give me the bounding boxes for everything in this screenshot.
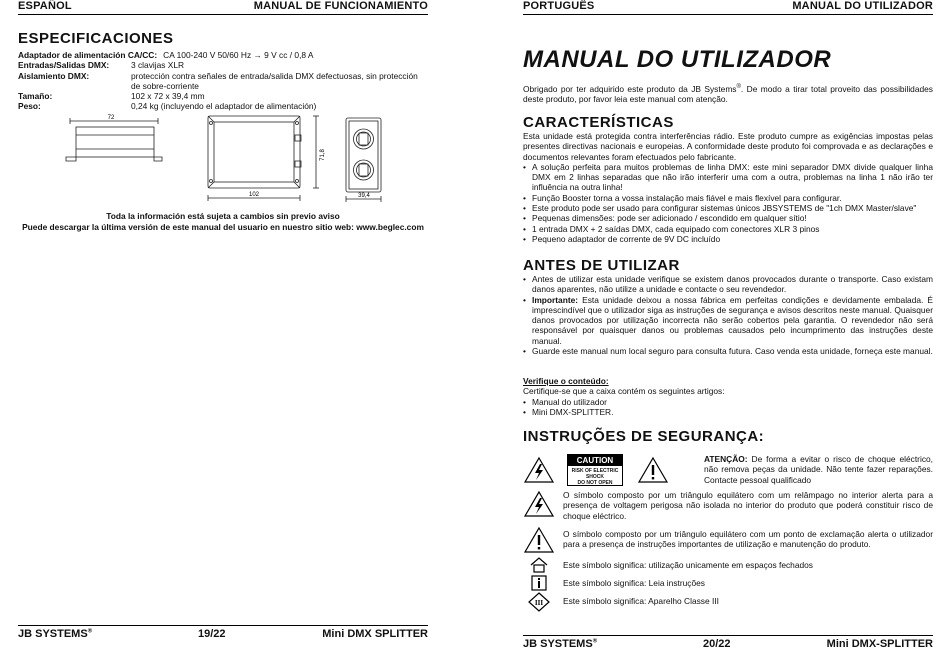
indoor-use-icon [529,556,549,574]
manual-title: MANUAL DO UTILIZADOR [523,46,832,73]
dim-depth-label: 39,4 [358,193,370,199]
left-footer-page: 19/22 [198,628,226,640]
list-item: • Este produto pode ser usado para configurar sistemas únicos JBSYSTEMS de "1ch DMX Master/slave" [523,203,933,213]
verify-list [523,397,933,418]
caution-label [567,454,623,486]
left-header-title: MANUAL DE FUNCIONAMIENTO [253,0,428,12]
caution-title: CAUTION [568,455,622,466]
list-item: • Pequenas dimensões: pode ser adicionado / escondido em qualquer sítio! [523,213,933,223]
left-footer [18,625,428,642]
list-item: • Importante: Esta unidade deixou a nossa fábrica em perfeitas condições e devidamente embalada. É imprescindível que o utilizador siga as instruções de segurança e avisos descritos neste manual. Quaisquer danos provocados por utilização incorrecta não serão cobertos pela garantia. O revendedor não será responsável por quaisquer danos ou problemas causados pelo incumprimento das instruções deste manual. [523,295,933,346]
features-title: CARACTERÍSTICAS [523,114,674,131]
spec-key: Adaptador de alimentación CA/CC: [18,50,158,60]
notes [18,211,428,233]
svg-text:III: III [534,599,544,607]
top-view-drawing [208,116,319,201]
list-item: • Manual do utilizador [523,397,933,407]
list-item: • Antes de utilizar esta unidade verifique se existem danos provocados durante o transporte. Caso existam danos aparentes, não utilize a unidade e contacte o seu revendedor. [523,274,933,295]
exclamation-symbol-icon [523,526,555,554]
spec-value: 3 clavijas XLR [131,60,185,71]
safety-title: INSTRUÇÕES DE SEGURANÇA: [523,428,765,445]
right-page [523,0,933,654]
list-item: • Mini DMX-SPLITTER. [523,407,933,417]
spec-key: Peso: [18,101,41,112]
left-page [18,0,428,654]
safety-section [523,454,933,614]
left-header-language: ESPAÑOL [18,0,72,12]
notice-download: Puede descargar la última versión de este manual del usuario en nuestro sitio web: www.beglec.com [22,222,424,232]
features-section [523,114,933,244]
list-item: • 1 entrada DMX + 2 saídas DMX, cada equipado com conectores XLR 3 pinos [523,224,933,234]
spec-row [18,50,428,60]
spec-key: Entradas/Salidas DMX: [18,60,110,71]
caution-subtext: RISK OF ELECTRIC SHOCK DO NOT OPEN [571,468,619,486]
list-item: • Guarde este manual num local seguro para consulta futura. Caso venda esta unidade, forneça este manual. [523,346,933,356]
lightning-symbol-icon [523,490,555,518]
verify-intro: Certifique-se que a caixa contém os seguintes artigos: [523,386,725,397]
left-header [18,0,428,15]
right-header [523,0,933,15]
dim-length-label: 102 [248,192,260,198]
lightning-warning-icon [523,456,555,484]
right-header-language: PORTUGUÊS [523,0,595,12]
dim-height-label: 71,8 [320,149,326,161]
spec-row [18,71,428,92]
lightning-symbol-text: O símbolo composto por um triângulo equilátero com um relâmpago no interior alerta para a presença de voltagem perigosa não isolada no interior do produto que poderá constituir risco de choque eléctrico. [563,490,933,521]
exclamation-symbol-text: O símbolo composto por um triângulo equilátero com um ponto de exclamação alerta o utilizador para a presença de instruções importantes de utilização e manutenção do produto. [563,529,933,550]
before-use-title: ANTES DE UTILIZAR [523,257,680,274]
dim-width-label: 72 [107,115,115,121]
spec-row [18,60,428,70]
verify-contents-section [523,376,933,417]
list-item: • Pequeno adaptador de corrente de 9V DC incluído [523,234,933,244]
verify-title: Verifique o conteúdo: [523,376,609,386]
spec-value: protección contra señales de entrada/salida DMX defectuosas, sin protección de sobre-corriente [131,70,418,91]
exclamation-warning-icon [637,456,669,484]
left-footer-product: Mini DMX SPLITTER [322,628,428,640]
spec-row [18,101,428,111]
safety-title-wrap [523,428,933,445]
intro-paragraph: Obrigado por ter adquirido este produto da JB Systems®. De modo a tirar total proveito das possibilidades deste produto, por favor leia este manual com atenção. [523,83,933,105]
spec-title: ESPECIFICACIONES [18,30,174,47]
indoor-use-text: Este símbolo significa: utilização unicamente em espaços fechados [563,560,813,570]
spec-key: Aislamiento DMX: [18,70,90,81]
right-footer-brand: JB SYSTEMS® [523,638,598,650]
left-footer-brand: JB SYSTEMS® [18,628,93,640]
spec-row [18,91,428,101]
before-use-list [523,274,933,356]
features-list [523,162,933,244]
class-iii-text: Este símbolo significa: Aparelho Classe III [563,596,719,606]
list-item: • A solução perfeita para muitos problemas de linha DMX: este mini separador DMX divide qualquer linha DMX em 2 linhas separadas que não irão interferir uma com a outra, problemas na linha 1 não irão ter influência na outra linha! [523,162,933,193]
features-intro: Esta unidade está protegida contra interferências rádio. Este produto cumpre as exigências impostas pelas presentes directivas nacionais e europeias. A conformidade deste produto foi comprovada e as declarações e documentos relevantes foram efectuados pelo fabricante. [523,131,933,162]
read-instructions-icon [529,574,549,592]
right-footer [523,635,933,652]
class-iii-icon [528,592,550,612]
right-footer-product: Mini DMX-SPLITTER [826,638,933,650]
side-view-drawing [66,118,162,161]
spec-value: 0,24 kg (incluyendo el adaptador de alimentación) [131,101,317,112]
right-footer-page: 20/22 [703,638,731,650]
before-use-section [523,257,933,356]
spec-value: 102 x 72 x 39,4 mm [131,91,205,102]
right-header-title: MANUAL DO UTILIZADOR [792,0,933,12]
notice-changes: Toda la información está sujeta a cambios sin previo aviso [106,211,340,221]
specifications-section [18,30,428,112]
front-view-drawing [346,118,381,202]
dimension-drawings [18,113,428,208]
list-item: • Função Booster torna a vossa instalação mais fiável e mais flexível para configurar. [523,193,933,203]
read-instructions-text: Este símbolo significa: Leia instruções [563,578,705,588]
spec-value: CA 100-240 V 50/60 Hz → 9 V cc / 0,8 A [163,50,314,60]
spec-key: Tamaño: [18,91,53,102]
attention-text: ATENÇÃO: De forma a evitar o risco de choque eléctrico, não remova peças da unidade. Não tente fazer reparações. Contacte pessoal qualificado [704,454,933,485]
